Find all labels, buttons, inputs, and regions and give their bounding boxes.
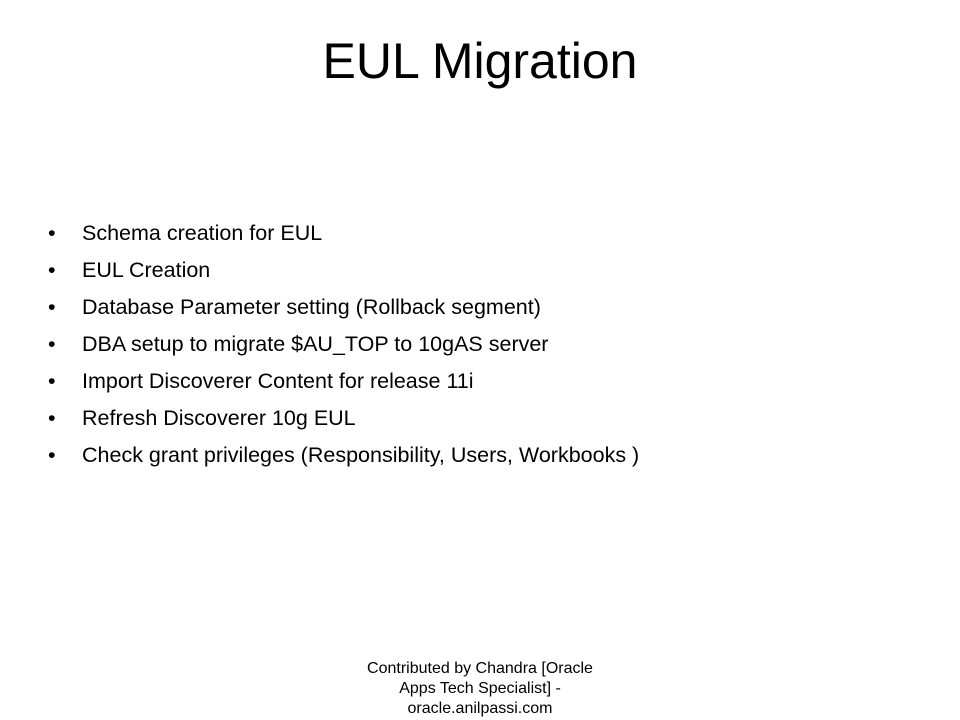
- bullet-icon: •: [48, 406, 56, 430]
- bullet-item: [48, 289, 928, 326]
- slide-footer: [330, 659, 630, 719]
- bullet-icon: •: [48, 332, 56, 356]
- bullet-item: [48, 326, 928, 363]
- bullet-icon: •: [48, 221, 56, 245]
- bullet-text: Schema creation for EUL: [82, 221, 323, 245]
- bullet-text: Check grant privileges (Responsibility, Users, Workbooks ): [82, 443, 640, 467]
- bullet-item: [48, 400, 928, 437]
- slide-title: EUL Migration: [322, 33, 638, 89]
- bullet-icon: •: [48, 258, 56, 282]
- bullet-list: [48, 215, 928, 474]
- bullet-text: DBA setup to migrate $AU_TOP to 10gAS server: [82, 332, 549, 356]
- bullet-item: [48, 363, 928, 400]
- bullet-icon: •: [48, 295, 56, 319]
- bullet-item: [48, 252, 928, 289]
- bullet-item: [48, 215, 928, 252]
- bullet-icon: •: [48, 369, 56, 393]
- bullet-text: Database Parameter setting (Rollback segment): [82, 295, 541, 319]
- bullet-text: Refresh Discoverer 10g EUL: [82, 406, 356, 430]
- bullet-text: EUL Creation: [82, 258, 211, 282]
- bullet-icon: •: [48, 443, 56, 467]
- footer-line: oracle.anilpassi.com: [407, 700, 553, 717]
- bullet-item: [48, 437, 928, 474]
- bullet-text: Import Discoverer Content for release 11i: [82, 369, 474, 393]
- footer-line: Contributed by Chandra [Oracle: [367, 660, 593, 677]
- footer-line: Apps Tech Specialist] -: [399, 680, 561, 697]
